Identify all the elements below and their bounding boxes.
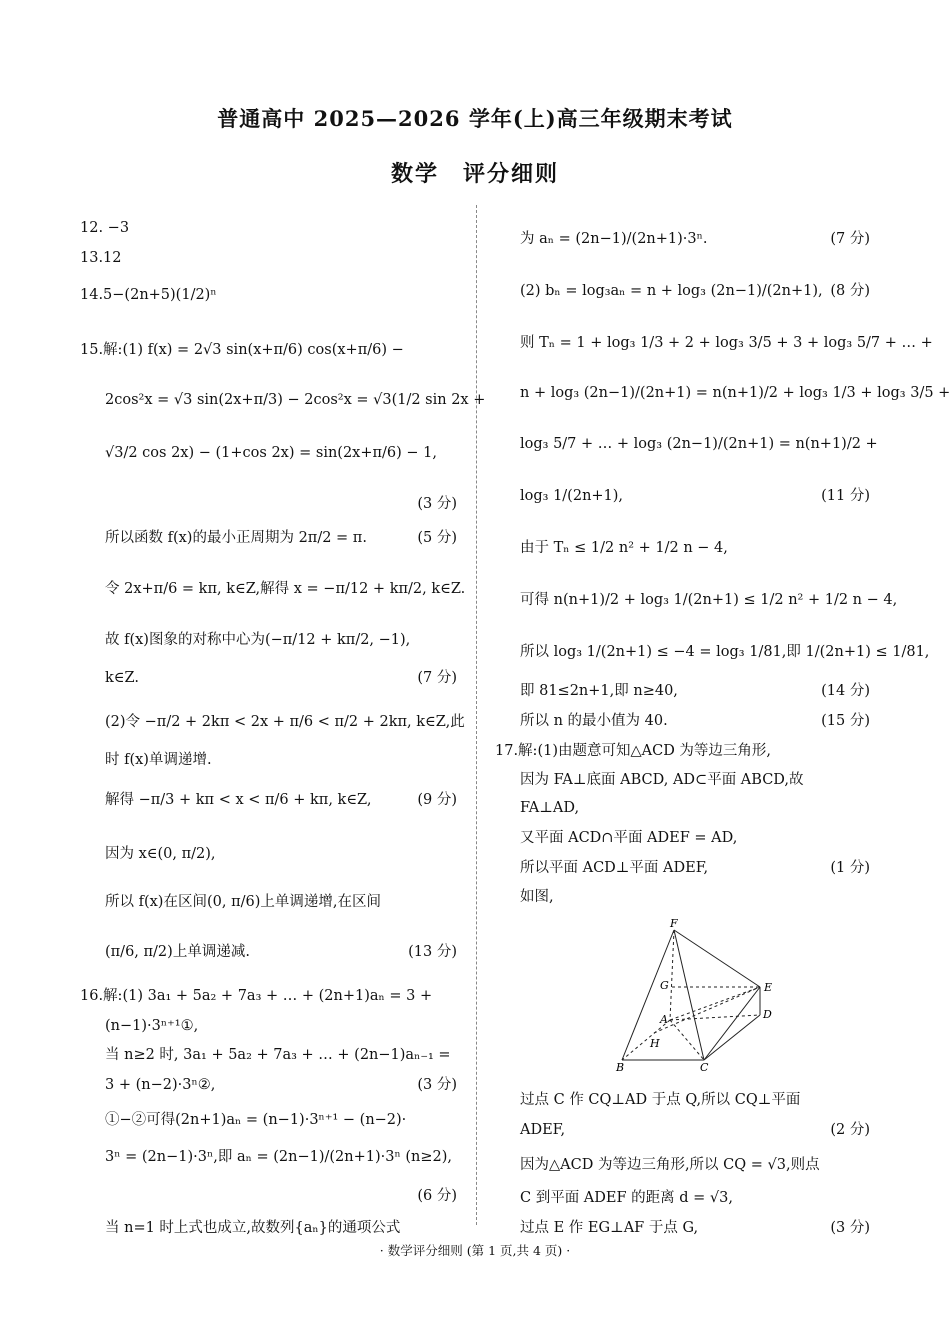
page-footer: · 数学评分细则 (第 1 页,共 4 页) · <box>379 1243 571 1258</box>
label-C: C <box>700 1061 709 1074</box>
score-marker: (8 分) <box>830 283 870 299</box>
left-line: √3/2 cos 2x) − (1+cos 2x) = sin(2x+π/6) − 1, <box>105 445 437 461</box>
label-B: B <box>616 1061 625 1074</box>
right-line: 17.解:(1)由题意可知△ACD 为等边三角形, <box>495 743 772 759</box>
label-A: A <box>660 1013 668 1026</box>
edge-AD <box>670 1015 760 1020</box>
score-marker: (2 分) <box>830 1122 870 1138</box>
edge-AE <box>670 987 760 1020</box>
left-line: k∈Z. <box>105 670 139 686</box>
left-line: 15.解:(1) f(x) = 2√3 sin(x+π/6) cos(x+π/6) − <box>80 342 404 358</box>
edge-FA <box>670 930 674 1020</box>
left-line: (π/6, π/2)上单调递减. <box>105 944 250 960</box>
right-line: FA⊥AD, <box>520 800 580 816</box>
score-marker: (5 分) <box>417 530 457 546</box>
score-marker: (6 分) <box>417 1188 457 1204</box>
edge-HE <box>654 987 760 1033</box>
left-line: 3 + (n−2)·3ⁿ②, <box>105 1077 216 1093</box>
left-line: 所以 f(x)在区间(0, π/6)上单调递增,在区间 <box>105 894 381 910</box>
page-title: 普通高中 2025—2026 学年(上)高三年级期末考试 <box>217 106 733 131</box>
score-marker: (1 分) <box>830 860 870 876</box>
left-line: 2cos²x = √3 sin(2x+π/3) − 2cos²x = √3(1/2 sin 2x + <box>105 392 486 408</box>
left-line: 3ⁿ = (2n−1)·3ⁿ,即 aₙ = (2n−1)/(2n+1)·3ⁿ (n≥2), <box>105 1149 452 1165</box>
label-G: G <box>660 979 669 992</box>
score-marker: (15 分) <box>821 713 870 729</box>
left-line: 14.5−(2n+5)(1/2)ⁿ <box>80 287 217 303</box>
left-line: (2)令 −π/2 + 2kπ < 2x + π/6 < π/2 + 2kπ, k∈Z,此 <box>105 714 465 730</box>
score-marker: (11 分) <box>821 488 870 504</box>
right-line: 则 Tₙ = 1 + log₃ 1/3 + 2 + log₃ 3/5 + 3 + log₃ 5/7 + … + <box>520 335 933 351</box>
left-line: 时 f(x)单调递增. <box>105 752 212 768</box>
left-line: 因为 x∈(0, π/2), <box>105 846 216 862</box>
left-line: 当 n=1 时上式也成立,故数列{aₙ}的通项公式 <box>105 1220 401 1236</box>
right-line: 所以 n 的最小值为 40. <box>520 713 668 729</box>
edge-CD <box>704 1015 760 1060</box>
score-marker: (3 分) <box>417 496 457 512</box>
right-line: 所以平面 ACD⊥平面 ADEF, <box>520 860 709 876</box>
right-line: ADEF, <box>520 1122 566 1138</box>
right-line: 过点 C 作 CQ⊥AD 于点 Q,所以 CQ⊥平面 <box>520 1092 801 1108</box>
right-line: 又平面 ACD∩平面 ADEF = AD, <box>520 830 738 846</box>
left-line: 12. −3 <box>80 220 130 236</box>
right-line: 过点 E 作 EG⊥AF 于点 G, <box>520 1220 699 1236</box>
right-line: 因为 FA⊥底面 ABCD, AD⊂平面 ABCD,故 <box>520 772 804 788</box>
column-divider <box>476 205 477 1225</box>
right-line: 为 aₙ = (2n−1)/(2n+1)·3ⁿ. <box>520 231 708 247</box>
right-line: 如图, <box>520 889 554 905</box>
right-line: log₃ 1/(2n+1), <box>520 488 624 504</box>
score-marker: (14 分) <box>821 683 870 699</box>
left-line: (n−1)·3ⁿ⁺¹①, <box>105 1018 199 1034</box>
right-line: 所以 log₃ 1/(2n+1) ≤ −4 = log₃ 1/81,即 1/(2n+1) ≤ 1/81, <box>520 644 930 660</box>
left-line: 令 2x+π/6 = kπ, k∈Z,解得 x = −π/12 + kπ/2, k∈Z. <box>105 581 466 597</box>
label-E: E <box>764 981 773 994</box>
right-line: 由于 Tₙ ≤ 1/2 n² + 1/2 n − 4, <box>520 540 728 556</box>
edge-FB <box>622 930 674 1060</box>
left-line: ①−②可得(2n+1)aₙ = (n−1)·3ⁿ⁺¹ − (n−2)· <box>105 1112 407 1128</box>
right-line: 可得 n(n+1)/2 + log₃ 1/(2n+1) ≤ 1/2 n² + 1/2 n − 4, <box>520 592 898 608</box>
score-marker: (3 分) <box>830 1220 870 1236</box>
label-F: F <box>670 917 678 930</box>
score-marker: (7 分) <box>830 231 870 247</box>
edge-CE <box>704 987 760 1060</box>
left-line: 所以函数 f(x)的最小正周期为 2π/2 = π. <box>105 530 367 546</box>
page-subtitle: 数学 评分细则 <box>390 161 559 187</box>
score-marker: (3 分) <box>417 1077 457 1093</box>
label-D: D <box>763 1008 772 1021</box>
left-line: 13.12 <box>80 250 122 266</box>
right-line: 即 81≤2n+1,即 n≥40, <box>520 683 678 699</box>
label-H: H <box>650 1037 660 1050</box>
edge-AB <box>622 1020 670 1060</box>
left-line: 故 f(x)图象的对称中心为(−π/12 + kπ/2, −1), <box>105 632 411 648</box>
score-marker: (9 分) <box>417 792 457 808</box>
right-line: C 到平面 ADEF 的距离 d = √3, <box>520 1190 733 1206</box>
score-marker: (13 分) <box>408 944 457 960</box>
right-line: 因为△ACD 为等边三角形,所以 CQ = √3,则点 <box>520 1157 820 1173</box>
edge-FE <box>674 930 760 987</box>
score-marker: (7 分) <box>417 670 457 686</box>
left-line: 解得 −π/3 + kπ < x < π/6 + kπ, k∈Z, <box>105 792 372 808</box>
edge-FC <box>674 930 704 1060</box>
left-line: 16.解:(1) 3a₁ + 5a₂ + 7a₃ + … + (2n+1)aₙ = 3 + <box>80 988 433 1004</box>
right-line: (2) bₙ = log₃aₙ = n + log₃ (2n−1)/(2n+1), <box>520 283 823 299</box>
left-line: 当 n≥2 时, 3a₁ + 5a₂ + 7a₃ + … + (2n−1)aₙ₋₁ = <box>105 1047 451 1063</box>
right-line: n + log₃ (2n−1)/(2n+1) = n(n+1)/2 + log₃ 1/3 + log₃ 3/5 + <box>520 385 950 401</box>
geometry-figure <box>610 915 790 1075</box>
right-line: log₃ 5/7 + … + log₃ (2n−1)/(2n+1) = n(n+1)/2 + <box>520 436 878 452</box>
